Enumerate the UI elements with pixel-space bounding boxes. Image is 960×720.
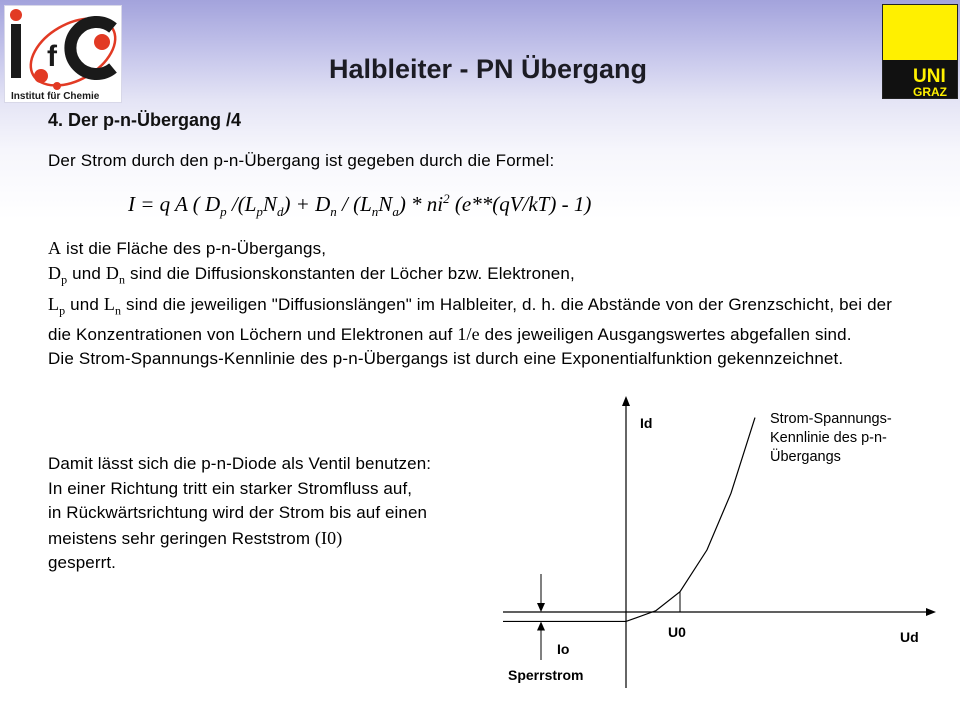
svg-text:f: f — [47, 40, 57, 73]
page-title: Halbleiter - PN Übergang — [328, 54, 648, 84]
diode-line-2: In einer Richtung tritt ein starker Stromfluss auf, — [48, 478, 413, 498]
diode-line-1: Damit lässt sich die p-n-Diode als Ventil benutzen: — [48, 454, 432, 473]
io-arrowhead-upper — [537, 603, 545, 612]
curve-caption: Strom-Spannungs-Kennlinie des p-n-Übergangs — [770, 411, 892, 465]
y-axis-arrow — [622, 396, 630, 406]
diode-line-3: in Rückwärtsrichtung wird der Strom bis auf einen meistens sehr geringen Reststrom (I0) — [48, 503, 428, 548]
intro-text: Der Strom durch den p-n-Übergang ist gegeben durch die Formel: — [48, 151, 555, 170]
io-arrowhead-lower — [537, 621, 545, 630]
diffusion-constants-line: $D_p$ und $D_n$ sind die Diffusionskonstanten der Löcher bzw. Elektronen, — [48, 263, 575, 287]
logo-caption: Institut für Chemie — [11, 91, 100, 102]
x-axis-arrow — [926, 608, 936, 616]
x-axis-label: Ud — [900, 629, 919, 645]
current-formula: I = q A ( $D_p$ $/(L_pN_d) + D_n / (L_nN_a) * ni^2$ (e**(qV/kT) - 1) — [128, 191, 592, 220]
sperrstrom-label: Sperrstrom — [508, 667, 584, 683]
area-line: A ist die Fläche des p-n-Übergangs, — [48, 238, 327, 258]
logo-graz-text: GRAZ — [913, 85, 947, 98]
diode-line-4: gesperrt. — [48, 553, 116, 573]
section-title: 4. Der p-n-Übergang /4 — [48, 110, 242, 130]
diffusion-lengths-text: $L_p$ und $L_n$ sind die jeweiligen "Diffusionslängen" im Halbleiter, d. h. die Abstände von der Grenzschicht, bei der die Konzentrationen von Löchern und Elektronen auf 1/e des jeweiligen Ausgangswertes abgefallen sind. — [48, 293, 893, 345]
kennlinie-text: Die Strom-Spannungs-Kennlinie des p-n-Übergangs ist durch eine Exponentialfunktion gekennzeichnet. — [48, 349, 844, 369]
y-axis-label: Id — [640, 415, 653, 431]
logo-uni-text: UNI — [913, 66, 946, 87]
u0-label: U0 — [668, 624, 686, 640]
io-label: Io — [557, 641, 570, 657]
